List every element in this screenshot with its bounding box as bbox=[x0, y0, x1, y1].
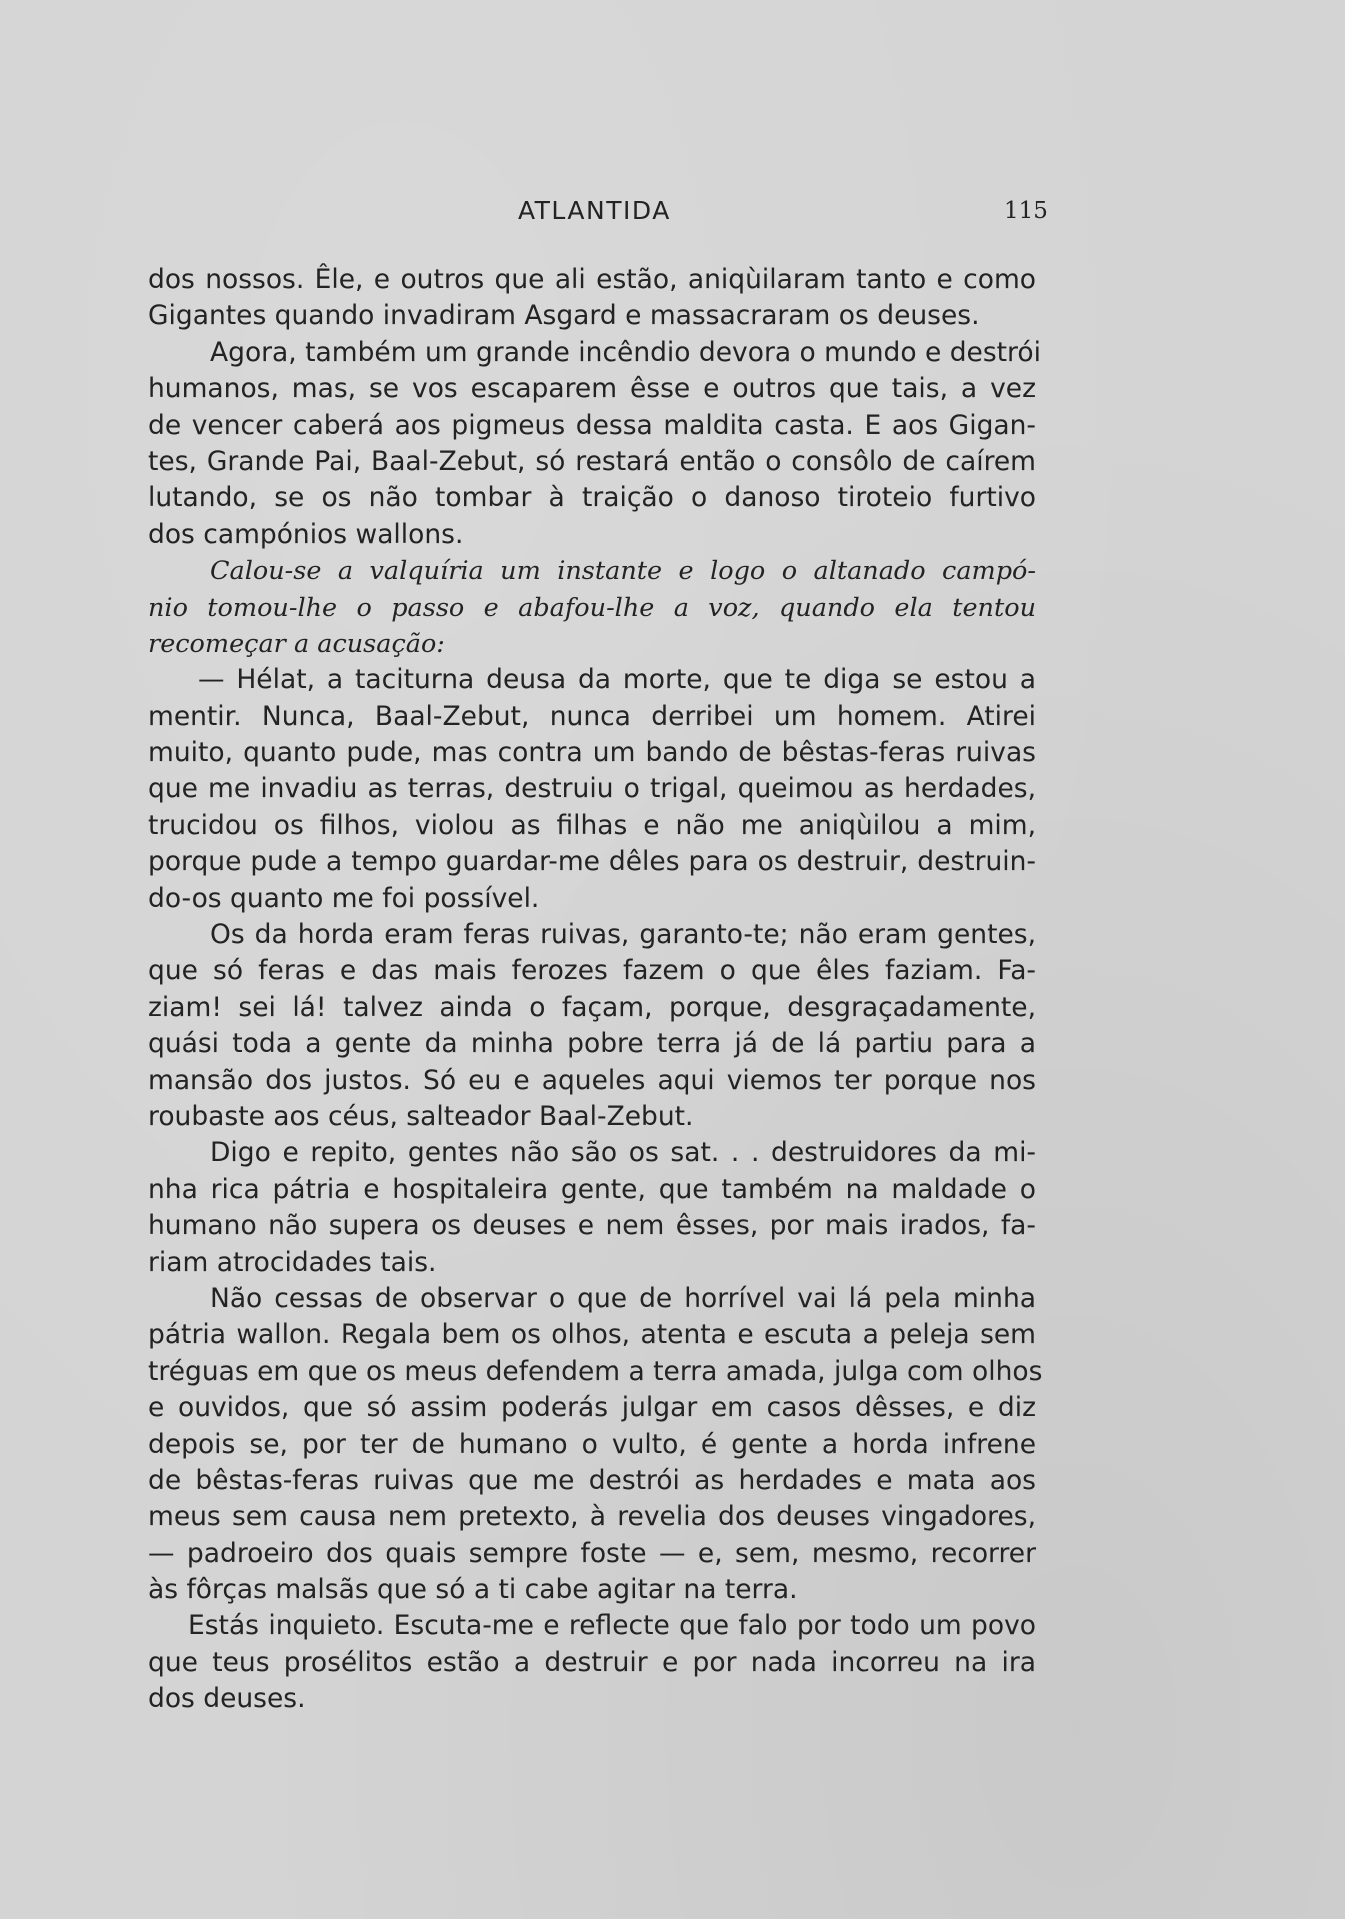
text-line: — padroeiro dos quais sempre foste — e, sem, mesmo, recorrer bbox=[148, 1537, 1036, 1569]
body-text bbox=[148, 262, 1043, 1718]
text-line: — Hélat, a taciturna deusa da morte, que te diga se estou a bbox=[198, 664, 1036, 696]
text-line: depois se, por ter de humano o vulto, é gente a horda infrene bbox=[148, 1428, 1036, 1460]
text-line: às fôrças malsãs que só a ti cabe agitar na terra. bbox=[148, 1574, 798, 1606]
text-line: riam atrocidades tais. bbox=[148, 1246, 437, 1278]
text-line: pátria wallon. Regala bem os olhos, atenta e escuta a peleja sem bbox=[148, 1319, 1036, 1351]
text-line: Não cessas de observar o que de horrível vai lá pela minha bbox=[210, 1282, 1036, 1314]
text-line: humano não supera os deuses e nem êsses, por mais irados, fa- bbox=[148, 1210, 1036, 1242]
text-line: muito, quanto pude, mas contra um bando de bêstas-feras ruivas bbox=[148, 737, 1036, 769]
text-line: de bêstas-feras ruivas que me destrói as herdades e mata aos bbox=[148, 1464, 1036, 1496]
text-line: que me invadiu as terras, destruiu o trigal, queimou as herdades, bbox=[148, 773, 1036, 805]
text-line: humanos, mas, se vos escaparem êsse e outros que tais, a vez bbox=[148, 373, 1036, 405]
text-line: Calou-se a valquíria um instante e logo o altanado campó- bbox=[210, 556, 1036, 587]
text-line: que só feras e das mais ferozes fazem o que êles faziam. Fa- bbox=[148, 955, 1036, 987]
text-line: ziam! sei lá! talvez ainda o façam, porque, desgraçadamente, bbox=[148, 991, 1036, 1023]
page-number: 115 bbox=[1004, 198, 1048, 224]
text-line: Agora, também um grande incêndio devora o mundo e destrói bbox=[210, 336, 1041, 368]
text-line: mentir. Nunca, Baal-Zebut, nunca derribei um homem. Atirei bbox=[148, 700, 1036, 732]
text-line: Digo e repito, gentes não são os sat. . . destruidores da mi- bbox=[210, 1137, 1036, 1169]
text-line: e ouvidos, que só assim poderás julgar em casos dêsses, e diz bbox=[148, 1392, 1036, 1424]
text-line: nio tomou-lhe o passo e abafou-lhe a voz, quando ela tentou bbox=[148, 592, 1036, 623]
text-line: Gigantes quando invadiram Asgard e massacraram os deuses. bbox=[148, 300, 980, 332]
text-line: tréguas em que os meus defendem a terra amada, julga com olhos bbox=[148, 1355, 1043, 1387]
text-line: Estás inquieto. Escuta-me e reflecte que falo por todo um povo bbox=[188, 1610, 1036, 1642]
text-line: dos deuses. bbox=[148, 1683, 306, 1715]
text-line: do-os quanto me foi possível. bbox=[148, 882, 540, 914]
text-line: roubaste aos céus, salteador Baal-Zebut. bbox=[148, 1100, 694, 1132]
text-line: quási toda a gente da minha pobre terra já de lá partiu para a bbox=[148, 1028, 1036, 1060]
text-line: nha rica pátria e hospitaleira gente, que também na maldade o bbox=[148, 1173, 1036, 1205]
text-line: dos campónios wallons. bbox=[148, 518, 464, 550]
text-line: que teus prosélitos estão a destruir e por nada incorreu na ira bbox=[148, 1646, 1036, 1678]
text-line: porque pude a tempo guardar-me dêles para os destruir, destruin- bbox=[148, 846, 1036, 878]
text-line: trucidou os filhos, violou as filhas e não me aniqùilou a mim, bbox=[148, 809, 1036, 841]
text-line: dos nossos. Êle, e outros que ali estão, aniqùilaram tanto e como bbox=[148, 264, 1036, 295]
running-header bbox=[0, 196, 1345, 230]
text-line: mansão dos justos. Só eu e aqueles aqui viemos ter porque nos bbox=[148, 1064, 1036, 1096]
text-line: lutando, se os não tombar à traição o danoso tiroteio furtivo bbox=[148, 482, 1036, 514]
text-line: recomeçar a acusação: bbox=[148, 628, 445, 659]
text-line: tes, Grande Pai, Baal-Zebut, só restará então o consôlo de caírem bbox=[148, 445, 1036, 477]
text-line: meus sem causa nem pretexto, à revelia dos deuses vingadores, bbox=[148, 1501, 1036, 1533]
text-line: Os da horda eram feras ruivas, garanto-te; não eram gentes, bbox=[210, 919, 1036, 951]
running-title: ATLANTIDA bbox=[518, 196, 671, 225]
text-line: de vencer caberá aos pigmeus dessa maldita casta. E aos Gigan- bbox=[148, 409, 1036, 441]
